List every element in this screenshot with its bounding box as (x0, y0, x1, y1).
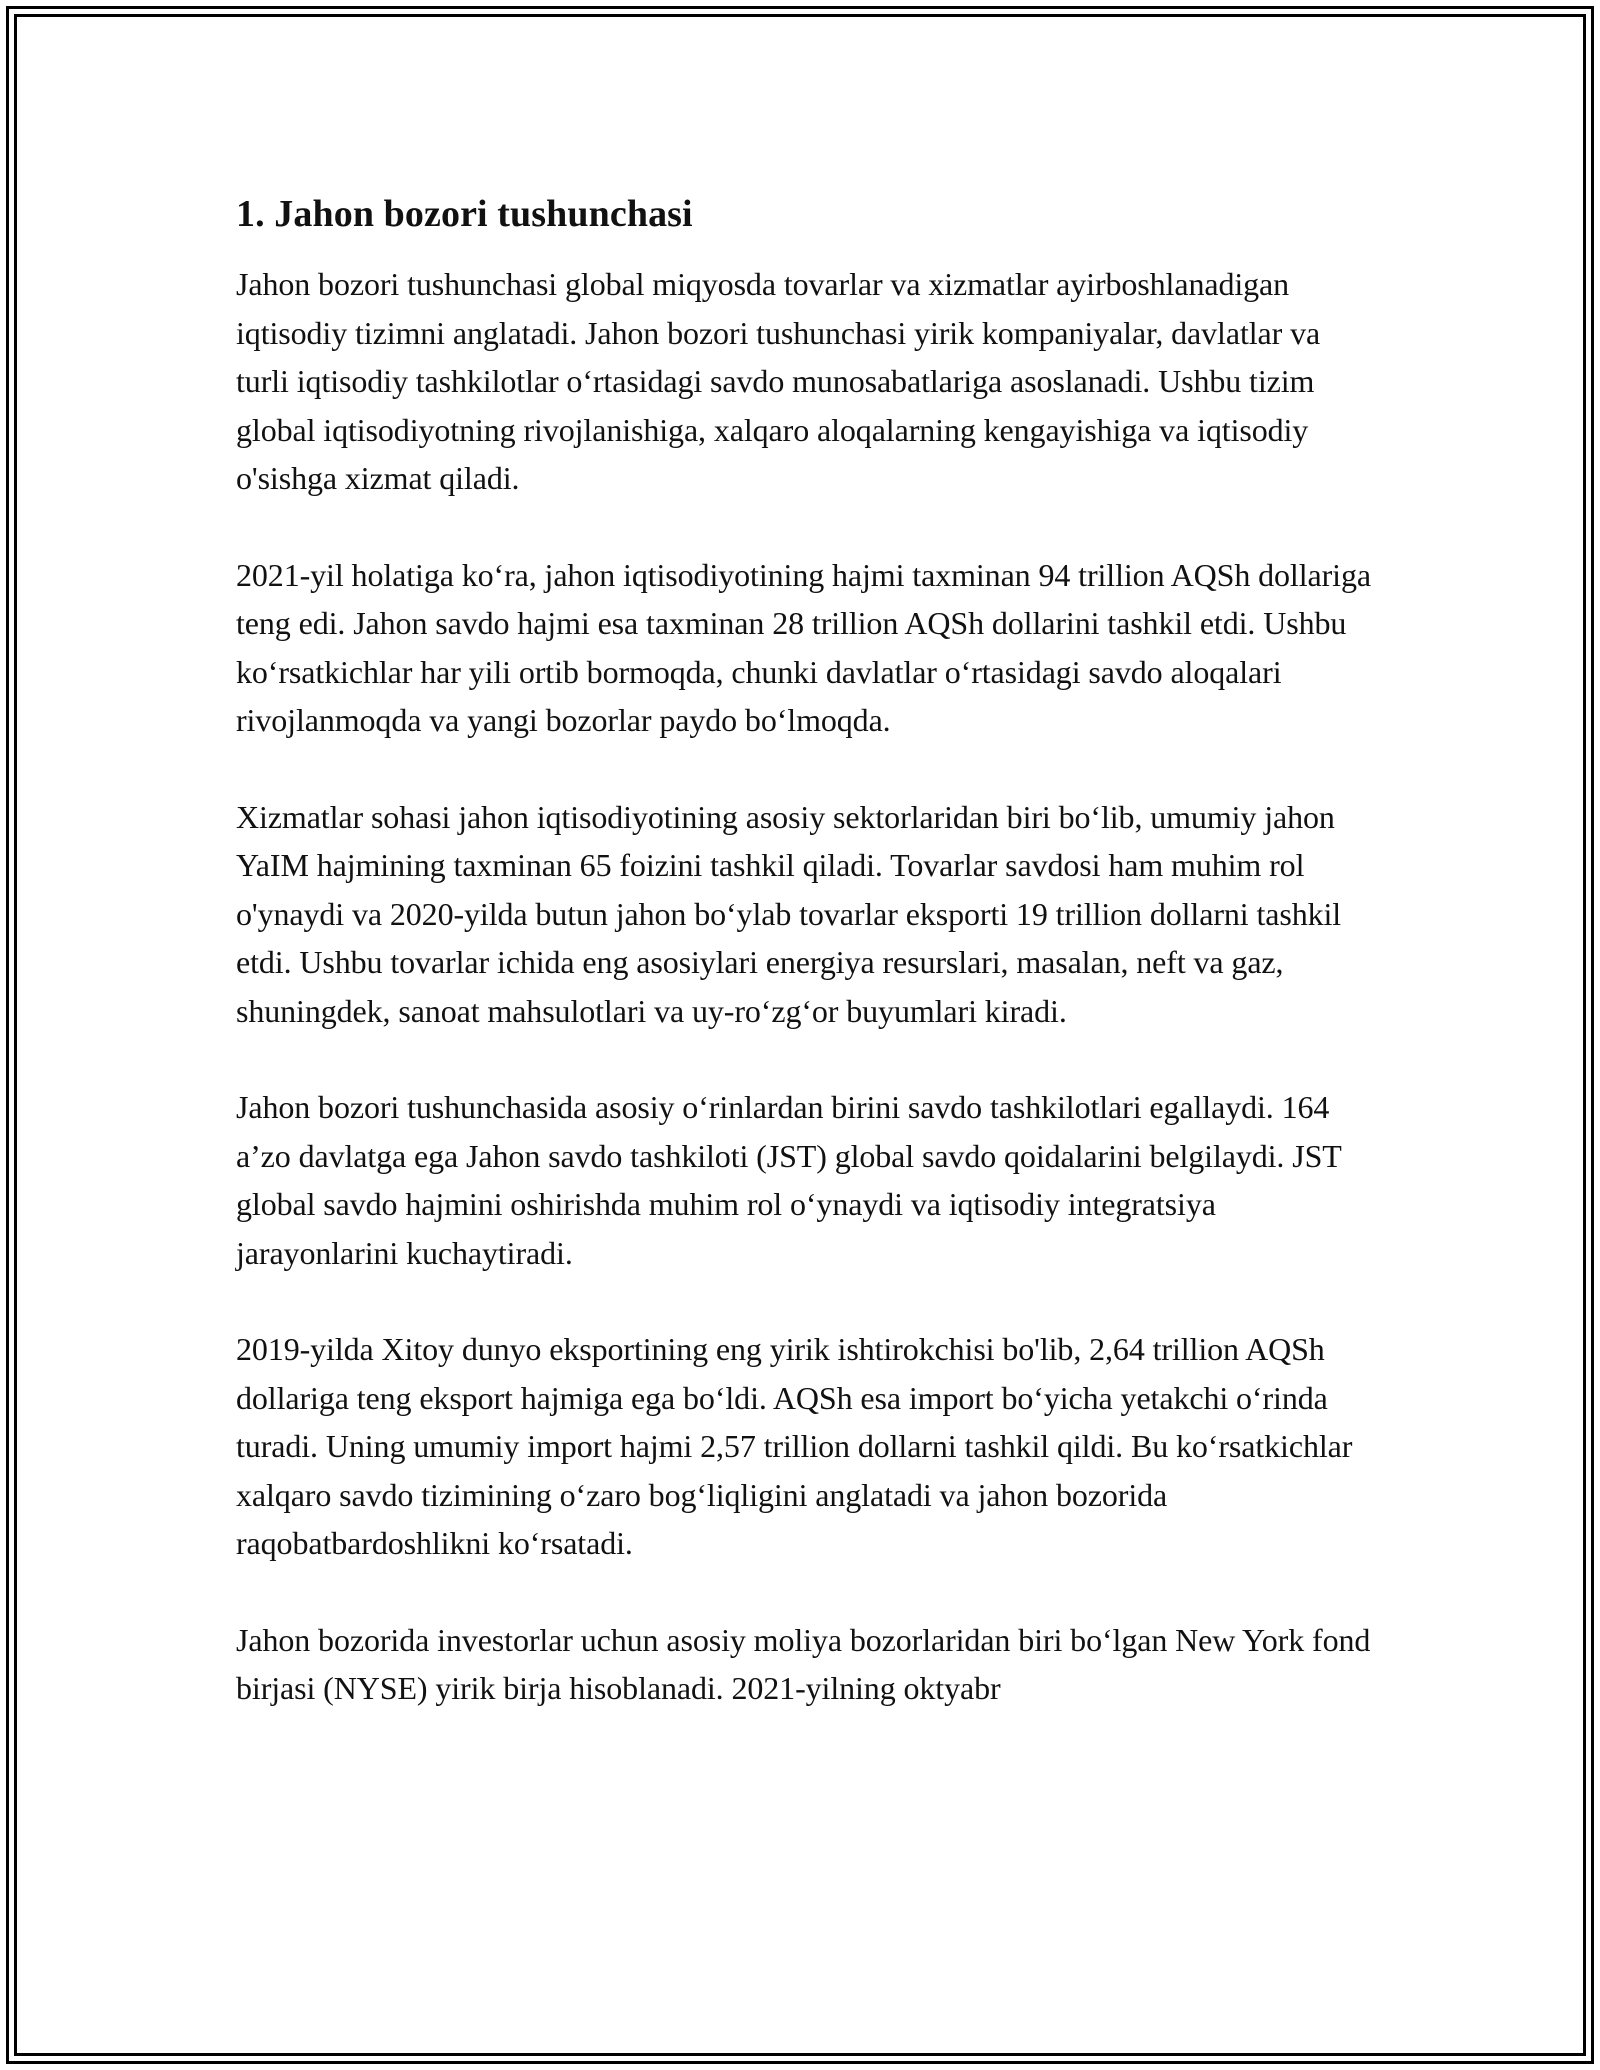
paragraph-6: Jahon bozorida investorlar uchun asosiy moliya bozorlaridan biri boʻlgan New York fond birjasi (NYSE) yirik birja hisoblanadi. 2021-yilning oktyabr (236, 1621, 1371, 1706)
paragraph-5: 2019-yilda Xitoy dunyo eksportining eng yirik ishtirokchisi bo'lib, 2,64 trillion AQSh dollariga teng eksport hajmiga ega boʻldi. AQSh esa import boʻyicha yetakchi oʻrinda turadi. Uning umumiy import hajmi 2,57 trillion dollarni tashkil qildi. Bu koʻrsatkichlar xalqaro savdo tizimining oʻzaro bogʻliqligini anglatadi va jahon bozorida raqobatbardoshlikni koʻrsatadi. (236, 1331, 1353, 1561)
paragraph-1: Jahon bozori tushunchasi global miqyosda tovarlar va xizmatlar ayirboshlanadigan iqtisodiy tizimni anglatadi. Jahon bozori tushunchasi yirik kompaniyalar, davlatlar va turli iqtisodiy tashkilotlar oʻrtasidagi savdo munosabatlariga asoslanadi. Ushbu tizim global iqtisodiyotning rivojlanishiga, xalqaro aloqalarning kengayishiga va iqtisodiy o'sishga xizmat qiladi. (236, 266, 1321, 496)
section-heading: 1. Jahon bozori tushunchasi (236, 193, 693, 235)
paragraph-3: Xizmatlar sohasi jahon iqtisodiyotining asosiy sektorlaridan biri boʻlib, umumiy jahon YaIM hajmining taxminan 65 foizini tashkil qiladi. Tovarlar savdosi ham muhim rol o'ynaydi va 2020-yilda butun jahon boʻylab tovarlar eksporti 19 trillion dollarni tashkil etdi. Ushbu tovarlar ichida eng asosiylari energiya resurslari, masalan, neft va gaz, shuningdek, sanoat mahsulotlari va uy-roʻzgʻor buyumlari kiradi. (236, 798, 1342, 1029)
paragraph-4: Jahon bozori tushunchasida asosiy oʻrinlardan birini savdo tashkilotlari egallaydi. 164 aʼzo davlatga ega Jahon savdo tashkiloti (JST) global savdo qoidalarini belgilaydi. JST global savdo hajmini oshirishda muhim rol oʻynaydi va iqtisodiy integratsiya jarayonlarini kuchaytiradi. (236, 1089, 1342, 1271)
paragraph-2: 2021-yil holatiga koʻra, jahon iqtisodiyotining hajmi taxminan 94 trillion AQSh dollariga teng edi. Jahon savdo hajmi esa taxminan 28 trillion AQSh dollarini tashkil etdi. Ushbu koʻrsatkichlar har yili ortib bormoqda, chunki davlatlar oʻrtasidagi savdo aloqalari rivojlanmoqda va yangi bozorlar paydo boʻlmoqda. (236, 556, 1371, 738)
document-body (236, 188, 1376, 1761)
